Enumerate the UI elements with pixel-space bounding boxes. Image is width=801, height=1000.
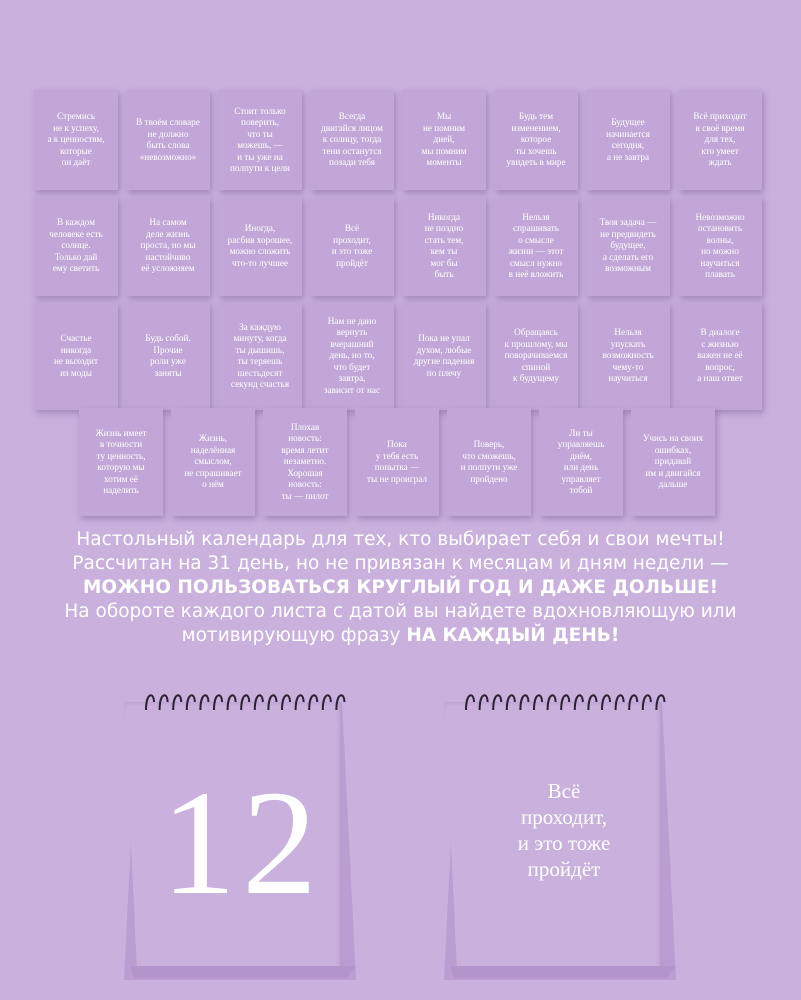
quote-card-text: Стремись не к успеху, а к ценностям, которые он даёт	[47, 111, 105, 168]
promo-line-5-bold: НА КАЖДЫЙ ДЕНЬ!	[406, 625, 620, 646]
quote-card	[34, 302, 118, 410]
quote-card	[171, 408, 255, 516]
quote-card	[218, 196, 302, 296]
quote-card	[79, 408, 163, 516]
desk-calendar-back	[444, 690, 676, 980]
quote-line: Всё	[547, 779, 581, 803]
quote-card	[310, 90, 394, 190]
quote-card-text: Будь собой. Прочие роли уже заняты	[145, 333, 191, 378]
quote-card	[494, 90, 578, 190]
quote-card	[218, 302, 302, 410]
quote-card	[631, 408, 715, 516]
quote-line: и это тоже	[517, 831, 611, 855]
quote-card	[494, 196, 578, 296]
quote-card-text: Жизнь имеет в точности ту ценность, которую мы хотим её наделить	[95, 427, 147, 495]
quote-card-text: Пока не упал духом, любые другие падения по плечу	[413, 333, 475, 378]
quote-card-text: Пока у тебя есть попытка — ты не проиграл	[367, 439, 427, 484]
quote-card	[34, 196, 118, 296]
quote-card-text: Счастье никогда не выходит из моды	[54, 333, 98, 378]
quote-card	[539, 408, 623, 516]
quote-card	[310, 302, 394, 410]
quote-card-text: Нам не дано вернуть вчерашний день, но то, что будет завтра, зависит от нас	[323, 315, 381, 395]
quote-card-text: Жизнь, наделённая смыслом, не спрашивает о нём	[184, 433, 242, 490]
quote-card-text: За каждую минуту, когда ты дышишь, ты теряешь шестьдесят секунд счастья	[230, 321, 290, 389]
quote-card	[678, 196, 762, 296]
promo-text	[0, 528, 801, 648]
quote-card-text: В диалоге с жизнью важен не её вопрос, а наш ответ	[697, 327, 743, 384]
promo-line-4: На обороте каждого листа с датой вы найдете вдохновляющую или	[64, 601, 737, 622]
day-number: 12	[161, 760, 323, 926]
promo-line-1: Настольный календарь для тех, кто выбирает себя и свои мечты!	[76, 529, 725, 550]
quote-card-text: Всегда двигайся лицом к солнцу, тогда тени останутся позади тебя	[321, 111, 383, 168]
quote-card	[263, 408, 347, 516]
quote-card	[447, 408, 531, 516]
calendar-base	[130, 966, 356, 978]
quote-card-text: На самом деле жизнь проста, но мы настойчиво её усложняем	[140, 217, 196, 274]
quote-card-text: Будущее начинается сегодня, а не завтра	[606, 117, 650, 162]
quote-line: проходит,	[520, 805, 608, 829]
quote-card-text: В каждом человеке есть солнце. Только дай ему светить	[49, 217, 103, 274]
quote-card-text: Всё приходит в своё время для тех, кто умеет ждать	[693, 111, 747, 168]
quote-card	[310, 196, 394, 296]
spiral-binding-icon	[134, 690, 346, 716]
quote-card-text: Нельзя упускать возможность чему-то научиться	[602, 327, 654, 384]
quote-card	[402, 302, 486, 410]
quote-card-text: В твоём словаре не должно быть слова «невозможно»	[136, 117, 200, 162]
quote-card	[586, 90, 670, 190]
quote-card	[126, 196, 210, 296]
quote-card	[355, 408, 439, 516]
quote-card-text: Нельзя спрашивать о смысле жизни — этот смысл нужно в неё вложить	[508, 211, 564, 279]
desk-calendar-front	[124, 690, 356, 980]
quote-card-text: Мы не помним дней, мы помним моменты	[421, 111, 467, 168]
quote-card	[126, 302, 210, 410]
promo-line-2: Рассчитан на 31 день, но не привязан к месяцам и дням недели —	[72, 553, 729, 574]
quote-card-text: Иногда, расбив хорошее, можно сложить что-то лучшее	[227, 223, 293, 268]
daily-quote	[464, 778, 664, 882]
quote-card-text: Плохая новость: время летит незаметно. Хорошая новость: ты — пилот	[281, 421, 329, 501]
quote-card-text: Будь тем изменением, которое ты хочешь увидеть в мире	[506, 111, 566, 168]
quote-card	[494, 302, 578, 410]
quote-card	[402, 196, 486, 296]
quote-card-text: Поверь, что сможешь, и полпути уже пройдено	[460, 439, 518, 484]
quote-card-text: Стоит только поверить, что ты можешь, — и ты уже на полпути к цели	[230, 105, 290, 173]
promo-line-3: МОЖНО ПОЛЬЗОВАТЬСЯ КРУГЛЫЙ ГОД И ДАЖЕ ДОЛЬШЕ!	[82, 577, 719, 598]
quote-card-text: Всё проходит, и это тоже пройдёт	[331, 223, 373, 268]
quote-card-text: Твоя задача — не предвидеть будущее, а сделать его возможным	[599, 217, 657, 274]
quote-card	[34, 90, 118, 190]
quote-card-text: Обращаясь к прошлому, мы поворачиваемся спиной к будущему	[504, 327, 568, 384]
quote-card	[586, 302, 670, 410]
quote-card	[678, 90, 762, 190]
spiral-binding-icon	[454, 690, 666, 716]
quote-card-text: Учись на своих ошибках, придавай им и двигайся дальше	[642, 433, 704, 490]
quote-card-text: Ли ты управляешь днём, или день управляет тобой	[557, 427, 605, 495]
quote-line: пройдёт	[527, 857, 601, 881]
quote-card	[678, 302, 762, 410]
calendar-base	[450, 966, 676, 978]
quote-card	[402, 90, 486, 190]
quote-card	[126, 90, 210, 190]
promo-line-5: мотивирующую фразу	[181, 625, 407, 646]
quote-card-text: Невозможно остановить волны, но можно научиться плавать	[695, 211, 745, 279]
quote-card	[586, 196, 670, 296]
quote-card	[218, 90, 302, 190]
quote-card-text: Никогда не поздно стать тем, кем ты мог бы быть	[424, 211, 464, 279]
